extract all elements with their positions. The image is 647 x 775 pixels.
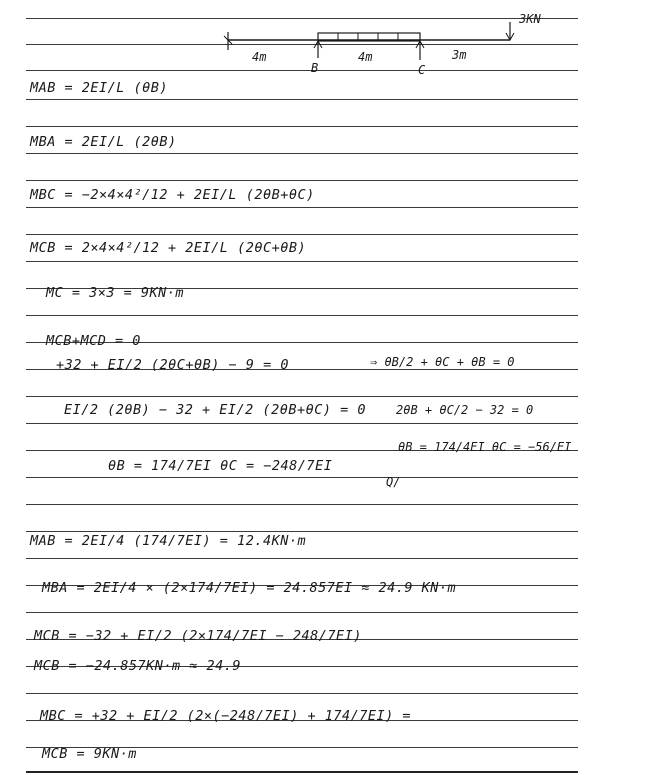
- beam-diagram: [0, 0, 647, 80]
- ruled-line: [26, 423, 578, 424]
- side-step-1: ⇒ θB/2 + θC + θB = 0: [370, 355, 515, 369]
- eq-mbc-sub: MBC = +32 + EI/2 (2×(−248/7EI) + 174/7EI) =: [40, 708, 411, 724]
- ruled-line: [26, 396, 578, 397]
- span-cd-label: 3m: [452, 48, 467, 62]
- eq-mcb-sub: MCB = −32 + EI/2 (2×174/7EI − 248/7EI): [34, 628, 362, 644]
- eq-mcb-final: MCB = 9KN·m: [42, 746, 137, 762]
- eq-joint-c: MCB+MCD = 0: [46, 333, 141, 349]
- support-c-label: C: [418, 63, 426, 77]
- page-bottom-border: [26, 771, 578, 773]
- span-bc-label: 4m: [358, 50, 373, 64]
- eq-mcb: MCB = 2×4×4²/12 + 2EI/L (2θC+θB): [30, 240, 307, 256]
- side-step-4: Q/: [386, 475, 401, 489]
- span-ab-label: 4m: [252, 50, 267, 64]
- ruled-line: [26, 558, 578, 559]
- ruled-line: [26, 504, 578, 505]
- eq-mc: MC = 3×3 = 9KN·m: [46, 285, 185, 301]
- eq-c-expanded: +32 + EI/2 (2θC+θB) − 9 = 0: [56, 357, 289, 373]
- ruled-line: [26, 693, 578, 694]
- load-label: 3KN: [519, 12, 541, 26]
- eq-b-expanded: EI/2 (2θB) − 32 + EI/2 (2θB+θC) = 0: [64, 402, 366, 418]
- ruled-line: [26, 315, 578, 316]
- eq-mab-result: MAB = 2EI/4 (174/7EI) = 12.4KN·m: [30, 533, 307, 549]
- eq-mab: MAB = 2EI/L (θB): [30, 80, 169, 96]
- ruled-line: [26, 612, 578, 613]
- ruled-line: [26, 234, 578, 235]
- ruled-line: [26, 531, 578, 532]
- eq-mba: MBA = 2EI/L (2θB): [30, 134, 177, 150]
- ruled-line: [26, 477, 578, 478]
- ruled-line: [26, 99, 578, 100]
- eq-mcb-result: MCB = −24.857KN·m ≈ 24.9: [34, 658, 242, 674]
- ruled-line: [26, 207, 578, 208]
- ruled-line: [26, 126, 578, 127]
- side-step-3: θB = 174/4EI θC = −56/EI: [398, 440, 572, 454]
- support-b-label: B: [311, 61, 319, 75]
- eq-mba-result: MBA = 2EI/4 × (2×174/7EI) = 24.857EI ≈ 24.9 KN·m: [42, 580, 457, 596]
- ruled-line: [26, 153, 578, 154]
- ruled-line: [26, 261, 578, 262]
- eq-mbc: MBC = −2×4×4²/12 + 2EI/L (2θB+θC): [30, 187, 315, 203]
- side-step-2: 2θB + θC/2 − 32 = 0: [396, 403, 534, 417]
- ruled-line: [26, 180, 578, 181]
- eq-rotations: θB = 174/7EI θC = −248/7EI: [108, 458, 333, 474]
